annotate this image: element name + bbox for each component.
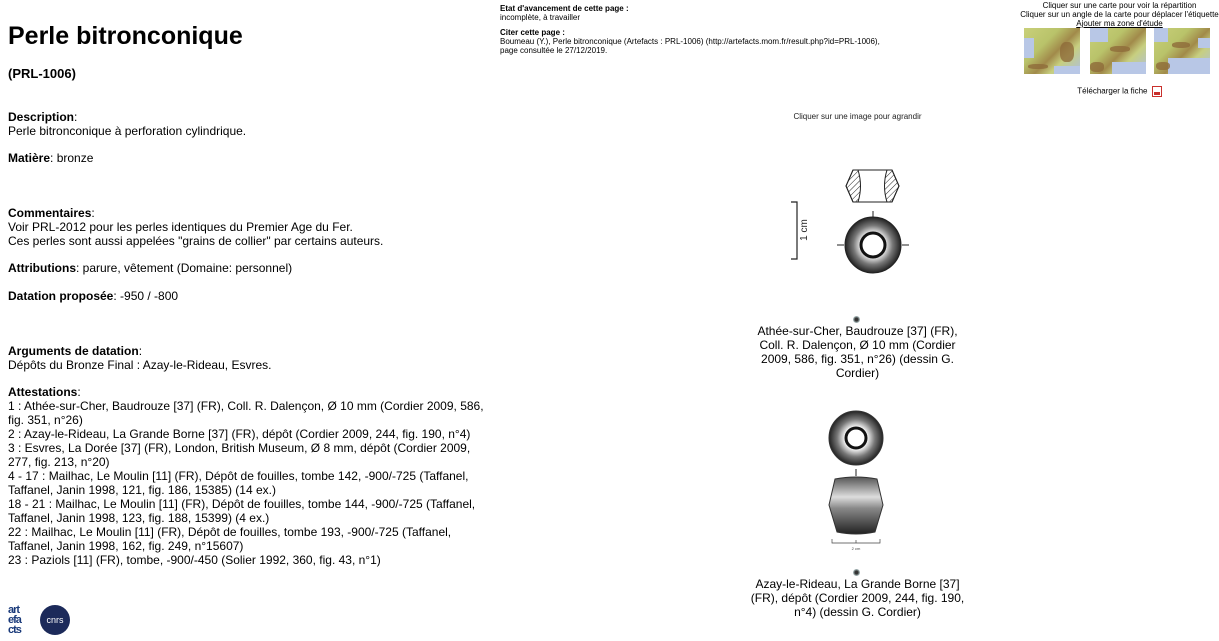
map-hint-2: Cliquer sur un angle de la carte pour déplacer l'étiquette — [1020, 10, 1219, 19]
attestation-line: Taffanel, Janin 1998, 121, fig. 186, 15385) (14 ex.) — [8, 483, 276, 497]
matiere-label: Matière — [8, 151, 51, 165]
map-thumbnail-france[interactable] — [1024, 28, 1080, 74]
svg-text:2 cm: 2 cm — [851, 546, 861, 551]
svg-text:1 cm: 1 cm — [799, 219, 810, 241]
attestation-line: 1 : Athée-sur-Cher, Baudrouze [37] (FR), Coll. R. Dalençon, Ø 10 mm (Cordier 2009, 586, — [8, 399, 484, 413]
gallery-hint: Cliquer sur une image pour agrandir — [793, 112, 922, 121]
map-thumbnails — [1024, 28, 1219, 74]
map-thumbnail-central-europe[interactable] — [1090, 28, 1146, 74]
cite-line-1: Boumeau (Y.), Perle bitronconique (Artefacts : PRL-1006) (http://artefacts.mom.fr/result.php?id=PRL-1006), — [500, 37, 880, 46]
cite-label: Citer cette page : — [500, 28, 565, 37]
attributions-value: : parure, vêtement (Domaine: personnel) — [76, 261, 293, 275]
attributions-section — [8, 261, 493, 275]
add-study-zone-link[interactable]: Ajouter ma zone d'étude — [1076, 19, 1163, 28]
commentaires-line-2: Ces perles sont aussi appelées "grains de collier" par certains auteurs. — [8, 234, 384, 248]
pdf-icon[interactable] — [1152, 86, 1162, 97]
map-thumbnail-mediterranean[interactable] — [1154, 28, 1210, 74]
page-title: Perle bitronconique — [8, 22, 243, 50]
attestation-line: 3 : Esvres, La Dorée [37] (FR), London, British Museum, Ø 8 mm, dépôt (Cordier 2009, — [8, 441, 471, 455]
attestation-line: Taffanel, Janin 1998, 123, fig. 188, 15399) (4 ex.) — [8, 511, 270, 525]
description-label: Description — [8, 110, 75, 124]
description-value: Perle bitronconique à perforation cylindrique. — [8, 124, 247, 138]
figure-1-zoom-icon[interactable] — [853, 316, 860, 323]
arguments-value: Dépôts du Bronze Final : Azay-le-Rideau, Esvres. — [8, 358, 272, 372]
download-sheet-link[interactable] — [1020, 86, 1219, 97]
attestation-line: fig. 351, n°26) — [8, 413, 83, 427]
datation-label: Datation proposée — [8, 289, 114, 303]
progress-value: incomplète, à travailler — [500, 13, 581, 22]
figure-2-caption: Azay-le-Rideau, La Grande Borne [37] (FR), dépôt (Cordier 2009, 244, fig. 190, n°4) (dessin G. Cordier) — [750, 577, 965, 619]
figure-2-drawing[interactable] — [745, 405, 970, 555]
description-section: Description: Perle bitronconique à perforation cylindrique. — [8, 110, 247, 138]
attestation-line: 23 : Paziols [11] (FR), tombe, -900/-450 (Solier 1992, 360, fig. 43, n°1) — [8, 553, 381, 567]
attestations-label: Attestations — [8, 385, 78, 399]
matiere-section — [8, 151, 493, 165]
datation-section — [8, 289, 493, 303]
progress-label: Etat d'avancement de cette page : — [500, 4, 629, 13]
map-hint-1: Cliquer sur une carte pour voir la répartition — [1042, 1, 1197, 10]
cnrs-logo[interactable]: cnrs — [40, 605, 70, 635]
arguments-section: Arguments de datation: Dépôts du Bronze Final : Azay-le-Rideau, Esvres. — [8, 344, 272, 372]
figure-2-zoom-icon[interactable] — [853, 569, 860, 576]
commentaires-section: Commentaires: Voir PRL-2012 pour les perles identiques du Premier Age du Fer. Ces perles sont aussi appelées "grains de collier" par certains auteurs. — [8, 206, 384, 248]
arguments-label: Arguments de datation — [8, 344, 139, 358]
attestation-line: Taffanel, Janin 1998, 162, fig. 249, n°15607) — [8, 539, 244, 553]
cite-line-2: page consultée le 27/12/2019. — [500, 46, 608, 55]
page-status-panel — [500, 4, 880, 55]
download-label: Télécharger la fiche — [1077, 86, 1148, 96]
commentaires-line-1: Voir PRL-2012 pour les perles identiques du Premier Age du Fer. — [8, 220, 353, 234]
figure-1-drawing[interactable] — [745, 165, 970, 285]
datation-value: : -950 / -800 — [113, 289, 179, 303]
matiere-value: : bronze — [50, 151, 94, 165]
attributions-label: Attributions — [8, 261, 76, 275]
artefacts-logo[interactable]: art efa cts — [8, 604, 21, 636]
commentaires-label: Commentaires — [8, 206, 92, 220]
figure-1-caption: Athée-sur-Cher, Baudrouze [37] (FR), Coll. R. Dalençon, Ø 10 mm (Cordier 2009, 586, fig. 351, n°26) (dessin G. Cordier) — [757, 324, 958, 380]
attestation-line: 2 : Azay-le-Rideau, La Grande Borne [37] (FR), dépôt (Cordier 2009, 244, fig. 190, n°4) — [8, 427, 471, 441]
artefact-code: (PRL-1006) — [8, 66, 76, 81]
attestation-line: 277, fig. 213, n°20) — [8, 455, 110, 469]
attestation-line: 18 - 21 : Mailhac, Le Moulin [11] (FR), Dépôt de fouilles, tombe 144, -900/-725 (Taffanel, — [8, 497, 476, 511]
attestations-section: Attestations: 1 : Athée-sur-Cher, Baudrouze [37] (FR), Coll. R. Dalençon, Ø 10 mm (Cordier 2009, 586, fig. 351, n°26) 2 : Azay-le-Rideau, La Grande Borne [37] (FR), dépôt (Cordier 2009, 244, fig. 190, n°4) 3 : Esvres, La Dorée [37] (FR), London, British Museum, Ø 8 mm, dépôt (Cordier 2009, 277, fig. 213, n°20) 4 - 17 : Mailhac, Le Moulin [11] (FR), Dépôt de fouilles, tombe 142, -900/-725 (Taffanel, Taffanel, Janin 1998, 121, fig. 186, 15385) (14 ex.) 18 - 21 : Mailhac, Le Moulin [11] (FR), Dépôt de fouilles, tombe 144, -900/-725 (Taffanel, Taffanel, Janin 1998, 123, fig. 188, 15399) (4 ex.) 22 : Mailhac, Le Moulin [11] (FR), Dépôt de fouilles, tombe 193, -900/-725 (Taffanel, Taffanel, Janin 1998, 162, fig. 249, n°15607) 23 : Paziols [11] (FR), tombe, -900/-450 (Solier 1992, 360, fig. 43, n°1) — [8, 385, 484, 567]
attestation-line: 22 : Mailhac, Le Moulin [11] (FR), Dépôt de fouilles, tombe 193, -900/-725 (Taffanel, — [8, 525, 452, 539]
distribution-maps-panel — [1020, 1, 1219, 28]
attestation-line: 4 - 17 : Mailhac, Le Moulin [11] (FR), Dépôt de fouilles, tombe 142, -900/-725 (Taffanel, — [8, 469, 469, 483]
